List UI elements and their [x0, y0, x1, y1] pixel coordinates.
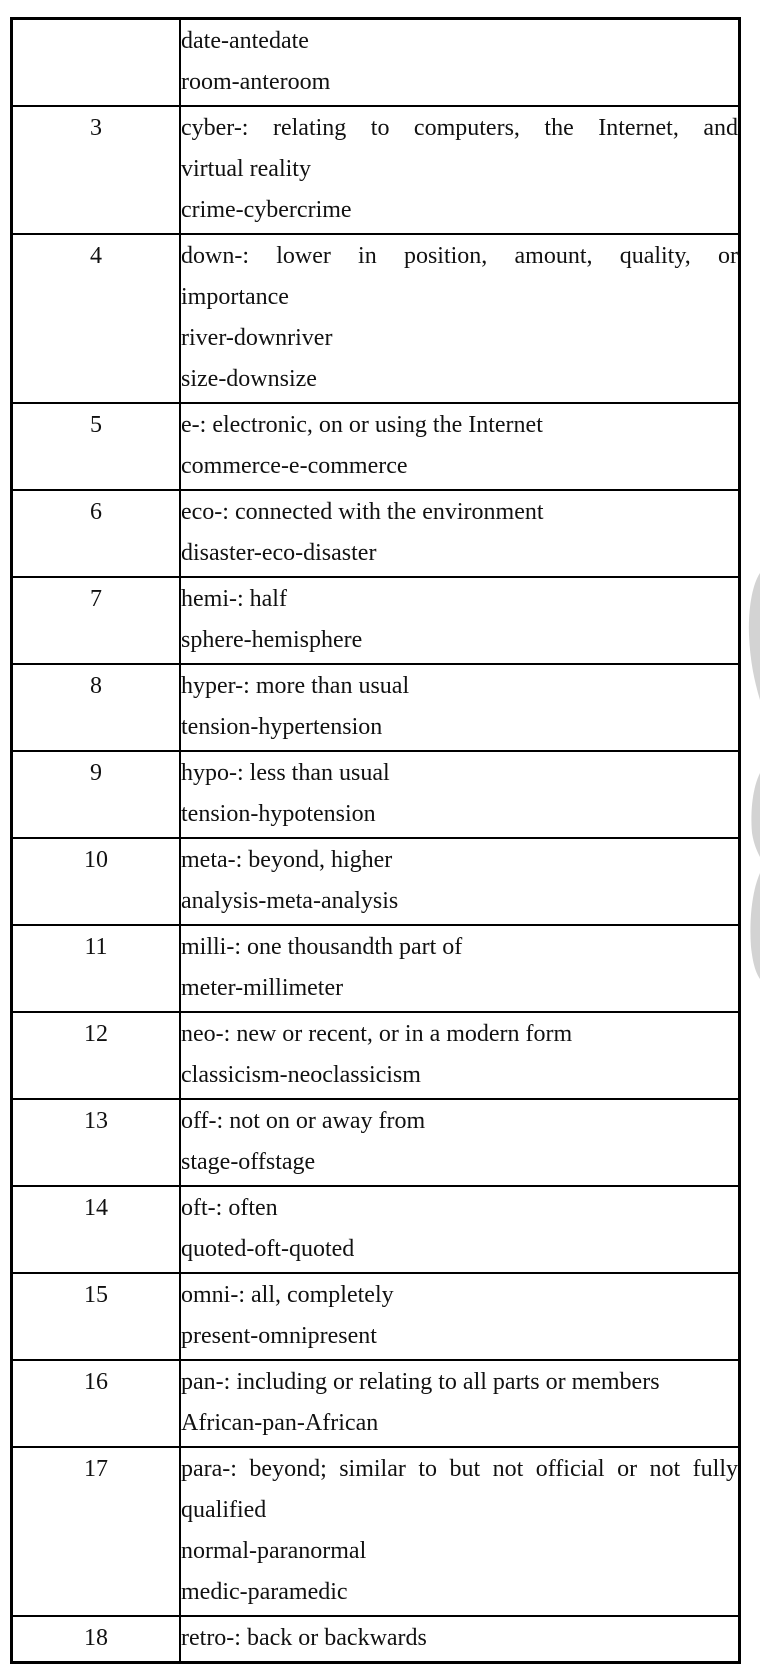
content-line: sphere-hemisphere: [181, 627, 363, 653]
content-line: eco-: connected with the environment: [181, 499, 544, 525]
prefix-table: [10, 17, 741, 1664]
row-number: 5: [90, 412, 102, 438]
row-number: 6: [90, 499, 102, 525]
row-content-cell: [180, 106, 740, 234]
content-line: analysis-meta-analysis: [181, 888, 399, 914]
row-number-cell: [12, 106, 181, 234]
row-number: 4: [90, 243, 102, 269]
content-line: virtual reality: [181, 156, 311, 182]
content-line: e-: electronic, on or using the Internet: [181, 412, 543, 438]
row-content-cell: [180, 1273, 740, 1360]
row-content-cell: [180, 1012, 740, 1099]
content-line: medic-paramedic: [181, 1579, 348, 1605]
content-line: room-anteroom: [181, 69, 331, 95]
content-line: classicism-neoclassicism: [181, 1062, 421, 1088]
row-number-cell: [12, 1099, 181, 1186]
table-row: [12, 106, 740, 234]
row-number-cell: [12, 838, 181, 925]
content-line: off-: not on or away from: [181, 1108, 426, 1134]
row-number: 13: [84, 1108, 108, 1134]
row-number-cell: [12, 577, 181, 664]
row-number: 7: [90, 586, 102, 612]
row-number-cell: [12, 664, 181, 751]
table-row: [12, 751, 740, 838]
content-line: hypo-: less than usual: [181, 760, 390, 786]
content-line: present-omnipresent: [181, 1323, 377, 1349]
row-content-cell: [180, 1186, 740, 1273]
content-line: disaster-eco-disaster: [181, 540, 377, 566]
row-content-cell: [180, 234, 740, 403]
content-line: meter-millimeter: [181, 975, 344, 1001]
row-content-cell: [180, 490, 740, 577]
content-line: qualified: [181, 1497, 267, 1523]
watermark-fragment: [746, 565, 760, 985]
row-number: 16: [84, 1369, 108, 1395]
content-line: milli-: one thousandth part of: [181, 934, 463, 960]
content-line: pan-: including or relating to all parts or members: [181, 1369, 660, 1395]
row-number-cell: [12, 925, 181, 1012]
row-content-cell: [180, 1447, 740, 1616]
content-line: retro-: back or backwards: [181, 1625, 427, 1651]
row-content-cell: [180, 1099, 740, 1186]
table-row: [12, 1360, 740, 1447]
table-row: [12, 490, 740, 577]
row-number: 14: [84, 1195, 108, 1221]
row-number: 9: [90, 760, 102, 786]
row-number-cell: [12, 234, 181, 403]
content-line: importance: [181, 284, 289, 310]
row-number: 3: [90, 115, 102, 141]
table-row: [12, 838, 740, 925]
content-line: size-downsize: [181, 366, 317, 392]
row-number: 15: [84, 1282, 108, 1308]
row-content-cell: [180, 838, 740, 925]
content-line: neo-: new or recent, or in a modern form: [181, 1021, 573, 1047]
content-line: omni-: all, completely: [181, 1282, 394, 1308]
table-row: [12, 925, 740, 1012]
table-row: [12, 1616, 740, 1663]
row-number-cell: [12, 1360, 181, 1447]
table-row: [12, 403, 740, 490]
content-line: meta-: beyond, higher: [181, 847, 393, 873]
row-number: 12: [84, 1021, 108, 1047]
row-number-cell: [12, 19, 181, 107]
table-row: [12, 1099, 740, 1186]
table-row: [12, 577, 740, 664]
content-line: stage-offstage: [181, 1149, 316, 1175]
row-number-cell: [12, 1012, 181, 1099]
table-row: [12, 1273, 740, 1360]
row-number: 18: [84, 1625, 108, 1651]
table-row: [12, 1447, 740, 1616]
content-line: commerce-e-commerce: [181, 453, 408, 479]
row-number-cell: [12, 1186, 181, 1273]
row-number: 11: [84, 934, 108, 960]
content-line: hyper-: more than usual: [181, 673, 410, 699]
row-number-cell: [12, 403, 181, 490]
row-content-cell: [180, 19, 740, 107]
row-number: 10: [84, 847, 108, 873]
row-content-cell: [180, 1616, 740, 1663]
row-content-cell: [180, 664, 740, 751]
row-number-cell: [12, 1616, 181, 1663]
content-line: crime-cybercrime: [181, 197, 352, 223]
content-line: tension-hypertension: [181, 714, 383, 740]
row-number: 8: [90, 673, 102, 699]
content-line: hemi-: half: [181, 586, 287, 612]
row-number-cell: [12, 751, 181, 838]
row-number-cell: [12, 1447, 181, 1616]
table-row: [12, 1186, 740, 1273]
prefix-table-body: [12, 19, 740, 1663]
content-line: down-: lower in position, amount, quality, or: [181, 243, 738, 269]
table-row: [12, 19, 740, 107]
row-content-cell: [180, 1360, 740, 1447]
content-line: quoted-oft-quoted: [181, 1236, 355, 1262]
content-line: oft-: often: [181, 1195, 278, 1221]
content-line: para-: beyond; similar to but not official or not fully: [181, 1456, 738, 1482]
row-content-cell: [180, 403, 740, 490]
content-line: cyber-: relating to computers, the Internet, and: [181, 115, 738, 141]
row-number-cell: [12, 1273, 181, 1360]
content-line: normal-paranormal: [181, 1538, 367, 1564]
row-content-cell: [180, 751, 740, 838]
content-line: tension-hypotension: [181, 801, 376, 827]
row-number: 17: [84, 1456, 108, 1482]
content-line: river-downriver: [181, 325, 333, 351]
row-number-cell: [12, 490, 181, 577]
content-line: African-pan-African: [181, 1410, 379, 1436]
row-content-cell: [180, 925, 740, 1012]
table-row: [12, 234, 740, 403]
content-line: date-antedate: [181, 28, 309, 54]
table-row: [12, 1012, 740, 1099]
table-row: [12, 664, 740, 751]
row-content-cell: [180, 577, 740, 664]
